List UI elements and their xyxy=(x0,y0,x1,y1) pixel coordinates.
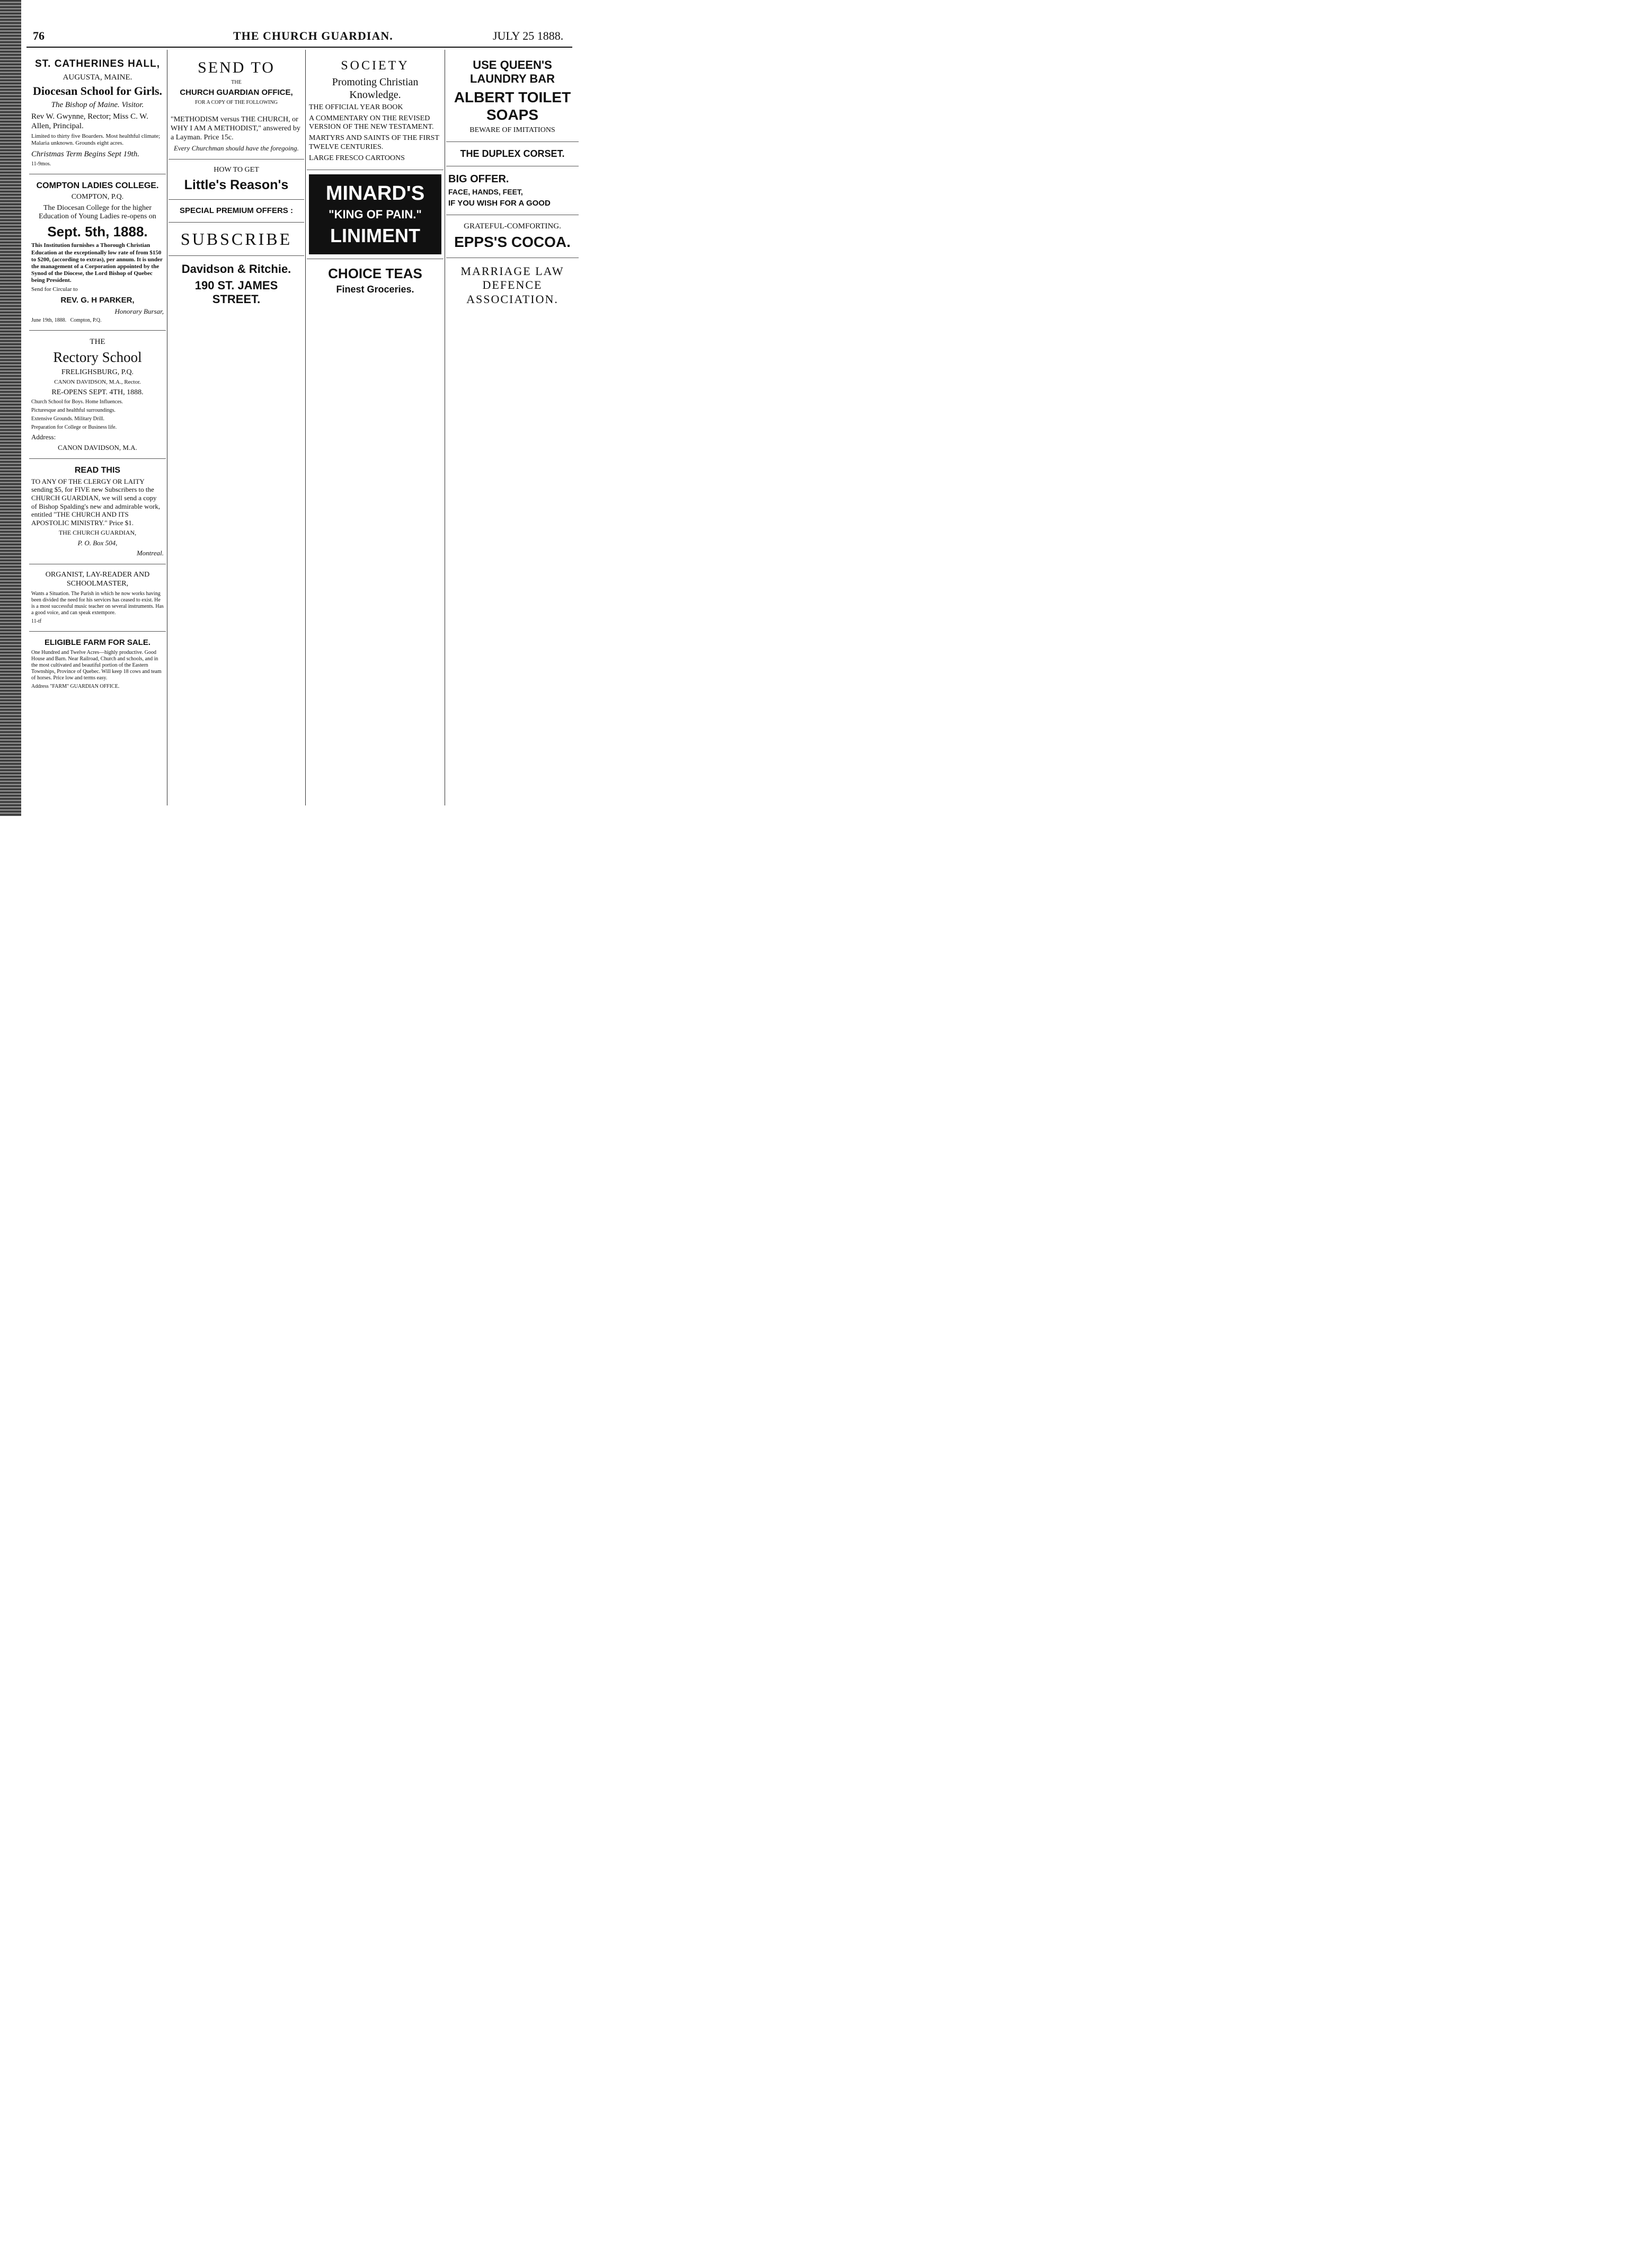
ad-visitor: The Bishop of Maine. Visitor. xyxy=(51,101,144,110)
ad-subtitle: Promoting Christian Knowledge. xyxy=(332,76,419,101)
masthead-rule xyxy=(26,47,572,48)
ad-place: AUGUSTA, MAINE. xyxy=(63,73,132,82)
ad-role: Honorary Bursar, xyxy=(114,307,164,315)
issue-date: JULY 25 1888. xyxy=(493,29,564,42)
ad-item: THE OFFICIAL YEAR BOOK xyxy=(309,103,403,111)
ad-rector: CANON DAVIDSON, M.A., Rector. xyxy=(54,379,141,386)
ad-subtitle: "KING OF PAIN." xyxy=(329,208,422,222)
ad-contact: REV. G. H PARKER, xyxy=(60,295,135,305)
ad-ref: 11-tf xyxy=(31,618,42,624)
ad-grateful: GRATEFUL-COMFORTING. xyxy=(464,222,561,231)
ad-davidson-ritchie xyxy=(169,256,304,313)
masthead xyxy=(0,0,593,48)
ad-title: ELIGIBLE FARM FOR SALE. xyxy=(44,637,150,647)
ad-sig: P. O. Box 504, xyxy=(77,538,118,547)
ad-how: HOW TO GET xyxy=(214,165,259,174)
ad-title: LINIMENT xyxy=(330,224,420,246)
ad-date: Sept. 5th, 1888. xyxy=(47,224,148,240)
ad-albert: ALBERT TOILET SOAPS xyxy=(454,88,571,123)
ad-body: One Hundred and Twelve Acres—highly productive. Good House and Barn. Near Railroad, Church and schools, and in the most cultivated and beautiful portion of the Eastern Townships, Province of Quebec. Will keep 18 cows and team of horses. Price low and terms easy. xyxy=(31,649,162,681)
ad-item: LARGE FRESCO CARTOONS xyxy=(309,154,405,162)
ad-title: MINARD'S xyxy=(325,182,425,205)
ad-reopens: RE-OPENS SEPT. 4TH, 1888. xyxy=(51,388,144,396)
page-number: 76 xyxy=(33,29,45,42)
ad-title: READ THIS xyxy=(74,465,121,475)
ad-school: Diocesan School for Girls. xyxy=(32,84,163,98)
ad-title: Davidson & Ritchie. xyxy=(181,262,291,276)
ad-every: Every Churchman should have the foregoing. xyxy=(174,144,299,153)
ad-term: Christmas Term Begins Sept 19th. xyxy=(31,149,140,158)
ad-littles xyxy=(169,160,304,200)
ad-sig: THE CHURCH GUARDIAN, xyxy=(58,529,137,537)
ad-title: Rectory School xyxy=(53,349,142,366)
ad-title: MARRIAGE LAW DEFENCE ASSOCIATION. xyxy=(460,264,564,306)
ad-title: SEND TO xyxy=(198,59,275,76)
ad-body: Wants a Situation. The Parish in which he now works having been divided the need for his services has ceased to exist. He is a most successful music teacher on several instruments. Has a good voice, and can speak extempore. xyxy=(31,590,164,616)
ad-epps-cocoa xyxy=(446,215,579,258)
ad-title: THE DUPLEX CORSET. xyxy=(460,148,565,159)
ad-methodism: "METHODISM versus THE CHURCH, or WHY I AM A METHODIST," answered by a Layman. Price 15c. xyxy=(171,116,300,141)
column-divider xyxy=(305,50,306,805)
ad-queens-laundry xyxy=(446,52,579,142)
ad-title: CHOICE TEAS xyxy=(328,265,422,281)
ad-line: Preparation for College or Business life. xyxy=(31,424,117,431)
ad-subscribe xyxy=(169,223,304,256)
ad-note: Limited to thirty five Boarders. Most healthful climate; Malaria unknown. Grounds eight acres. xyxy=(31,133,161,147)
ad-office: CHURCH GUARDIAN OFFICE, xyxy=(180,88,293,97)
ad-send: Send for Circular to xyxy=(31,286,78,293)
ad-special-premium xyxy=(169,200,304,223)
ad-subtitle: Finest Groceries. xyxy=(336,284,414,295)
ad-title: SOCIETY xyxy=(341,59,410,73)
ad-title: ORGANIST, LAY-READER AND SCHOOLMASTER, xyxy=(45,570,150,588)
ad-title: EPPS'S COCOA. xyxy=(454,234,571,251)
ad-street: 190 ST. JAMES STREET. xyxy=(194,278,278,306)
ad-sig: Montreal. xyxy=(136,549,164,557)
ad-big-offer xyxy=(446,166,579,215)
ad-title: COMPTON LADIES COLLEGE. xyxy=(36,181,159,190)
ad-place2: Compton, P.Q. xyxy=(70,317,102,324)
ad-duplex-corset xyxy=(446,142,579,167)
ad-body: This Institution furnishes a Thorough Christian Education at the exceptionally low rate of from $150 to $200, (according to extras), per annum. It is under the management of a Corporation appointed by the Synod of the Diocese, the Lord Bishop of Quebec being President. xyxy=(31,242,163,284)
ad-marriage-law xyxy=(446,258,579,313)
scan-edge xyxy=(0,0,21,816)
ad-body: TO ANY OF THE CLERGY OR LAITY sending $5, for FIVE new Subscribers to the CHURCH GUARDIAN, we will send a copy of Bishop Spalding's new and admirable work, entitled "THE CHURCH AND ITS APOSTOLIC MINISTRY." Price $1. xyxy=(31,477,161,527)
ad-place: COMPTON, P.Q. xyxy=(71,192,124,201)
ad-title: SUBSCRIBE xyxy=(180,229,292,249)
ad-compton xyxy=(29,174,166,331)
ad-farm xyxy=(29,632,166,696)
ad-line: Extensive Grounds. Military Drill. xyxy=(31,416,105,422)
ad-the: THE xyxy=(90,338,105,347)
ad-item: A COMMENTARY ON THE REVISED VERSION OF THE NEW TESTAMENT. xyxy=(309,114,434,131)
minard-banner xyxy=(309,174,441,254)
ad-face: FACE, HANDS, FEET, xyxy=(448,188,523,197)
ad-title: BIG OFFER. xyxy=(448,173,509,185)
ad-st-catherines xyxy=(29,52,166,174)
ad-the: THE xyxy=(231,79,242,85)
ad-rectory-school xyxy=(29,331,166,458)
ad-addr: CANON DAVIDSON, M.A. xyxy=(58,444,137,451)
ad-title: Little's Reason's xyxy=(184,177,289,192)
ad-beware: BEWARE OF IMITATIONS xyxy=(469,126,555,134)
ad-dateline: June 19th, 1888. xyxy=(31,317,67,324)
ad-ref: 11-9mos. xyxy=(31,161,51,167)
ad-read-this xyxy=(29,459,166,564)
ad-addr-label: Address: xyxy=(31,433,56,441)
column-2 xyxy=(169,52,304,805)
ad-minards xyxy=(307,170,444,259)
ad-wish: IF YOU WISH FOR A GOOD xyxy=(448,199,551,208)
ad-line: Church School for Boys. Home Influences. xyxy=(31,399,123,405)
column-4 xyxy=(446,52,579,805)
ad-organist xyxy=(29,564,166,632)
ad-title: USE QUEEN'S LAUNDRY BAR xyxy=(469,58,555,86)
ad-line: Picturesque and healthful surroundings. xyxy=(31,407,116,414)
newspaper-title: THE CHURCH GUARDIAN. xyxy=(233,29,393,42)
ad-george-robertson xyxy=(307,259,444,302)
ad-desc: The Diocesan College for the higher Education of Young Ladies re-opens on xyxy=(39,203,156,221)
ad-place: FRELIGHSBURG, P.Q. xyxy=(61,368,134,376)
ad-staff: Rev W. Gwynne, Rector; Miss C. W. Allen, Principal. xyxy=(31,112,148,131)
column-1 xyxy=(29,52,166,805)
ad-send-to xyxy=(169,52,304,160)
ad-title: SPECIAL PREMIUM OFFERS : xyxy=(180,206,293,215)
column-3 xyxy=(307,52,444,805)
ad-title: ST. CATHERINES HALL, xyxy=(34,58,161,69)
ad-copy: FOR A COPY OF THE FOLLOWING xyxy=(195,100,278,105)
ad-spck xyxy=(307,52,444,170)
ad-item: MARTYRS AND SAINTS OF THE FIRST TWELVE CENTURIES. xyxy=(309,134,439,151)
ad-addr: Address "FARM" GUARDIAN OFFICE. xyxy=(31,683,120,689)
